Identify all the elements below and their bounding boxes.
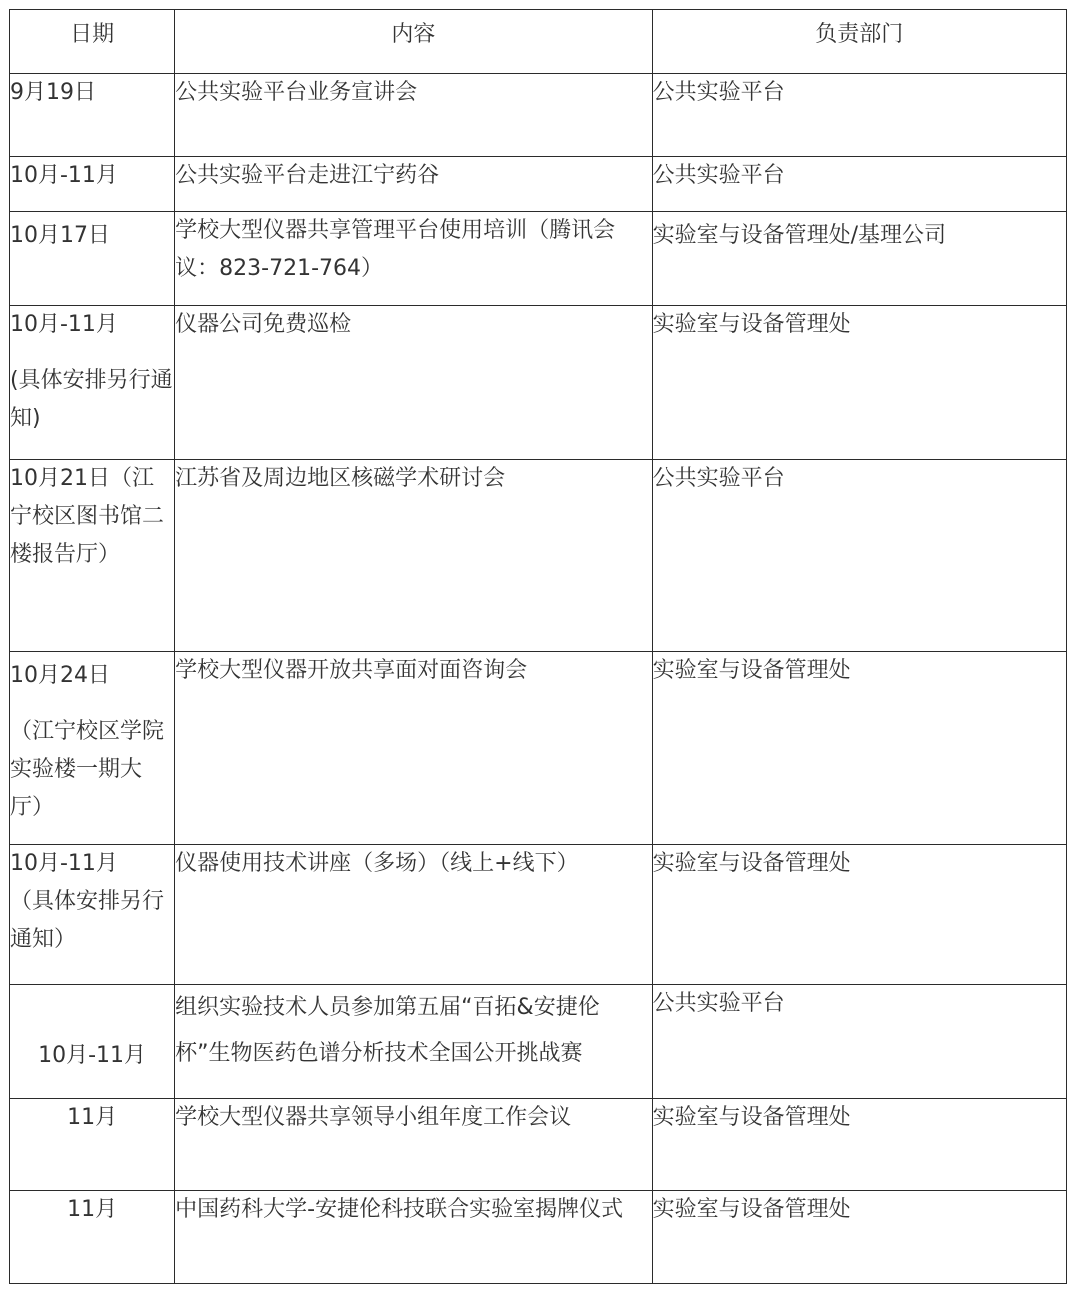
content-cell: 学校大型仪器共享管理平台使用培训（腾讯会议：823-721-764） [175,212,652,306]
date-cell: 10月21日（江宁校区图书馆二楼报告厅） [10,460,175,652]
date-cell: 11月 [10,1099,175,1191]
department-cell: 实验室与设备管理处 [652,1191,1066,1284]
table-row [10,845,1067,985]
department-cell: 公共实验平台 [652,985,1066,1099]
content-cell: 仪器公司免费巡检 [175,306,652,460]
date-cell: 11月 [10,1191,175,1284]
department-cell: 实验室与设备管理处 [652,652,1066,845]
date-cell: 9月19日 [10,74,175,157]
schedule-table [9,9,1067,1284]
date-cell: 10月24日 （江宁校区学院实验楼一期大厅） [10,652,175,845]
table-row [10,306,1067,460]
department-cell: 实验室与设备管理处 [652,1099,1066,1191]
date-cell: 10月-11月 [10,985,175,1099]
department-cell: 实验室与设备管理处 [652,306,1066,460]
content-cell: 江苏省及周边地区核磁学术研讨会 [175,460,652,652]
content-cell: 公共实验平台走进江宁药谷 [175,157,652,212]
table-row [10,460,1067,652]
content-cell: 学校大型仪器开放共享面对面咨询会 [175,652,652,845]
date-cell: 10月-11月 [10,157,175,212]
department-cell: 公共实验平台 [652,460,1066,652]
department-cell: 实验室与设备管理处/基理公司 [652,212,1066,306]
date-cell: 10月-11月 (具体安排另行通知) [10,306,175,460]
table-row [10,652,1067,845]
table-row [10,1099,1067,1191]
content-cell: 组织实验技术人员参加第五届“百拓&安捷伦杯”生物医药色谱分析技术全国公开挑战赛 [175,985,652,1099]
header-department: 负责部门 [652,10,1066,74]
header-row [10,10,1067,74]
content-cell: 公共实验平台业务宣讲会 [175,74,652,157]
table-row [10,985,1067,1099]
department-cell: 实验室与设备管理处 [652,845,1066,985]
content-cell: 中国药科大学-安捷伦科技联合实验室揭牌仪式 [175,1191,652,1284]
header-date: 日期 [10,10,175,74]
table-row [10,74,1067,157]
date-cell: 10月17日 [10,212,175,306]
date-cell: 10月-11月 （具体安排另行通知） [10,845,175,985]
table-row [10,1191,1067,1284]
department-cell: 公共实验平台 [652,157,1066,212]
header-content: 内容 [175,10,652,74]
department-cell: 公共实验平台 [652,74,1066,157]
table-row [10,212,1067,306]
content-cell: 学校大型仪器共享领导小组年度工作会议 [175,1099,652,1191]
table-row [10,157,1067,212]
content-cell: 仪器使用技术讲座（多场）（线上+线下） [175,845,652,985]
